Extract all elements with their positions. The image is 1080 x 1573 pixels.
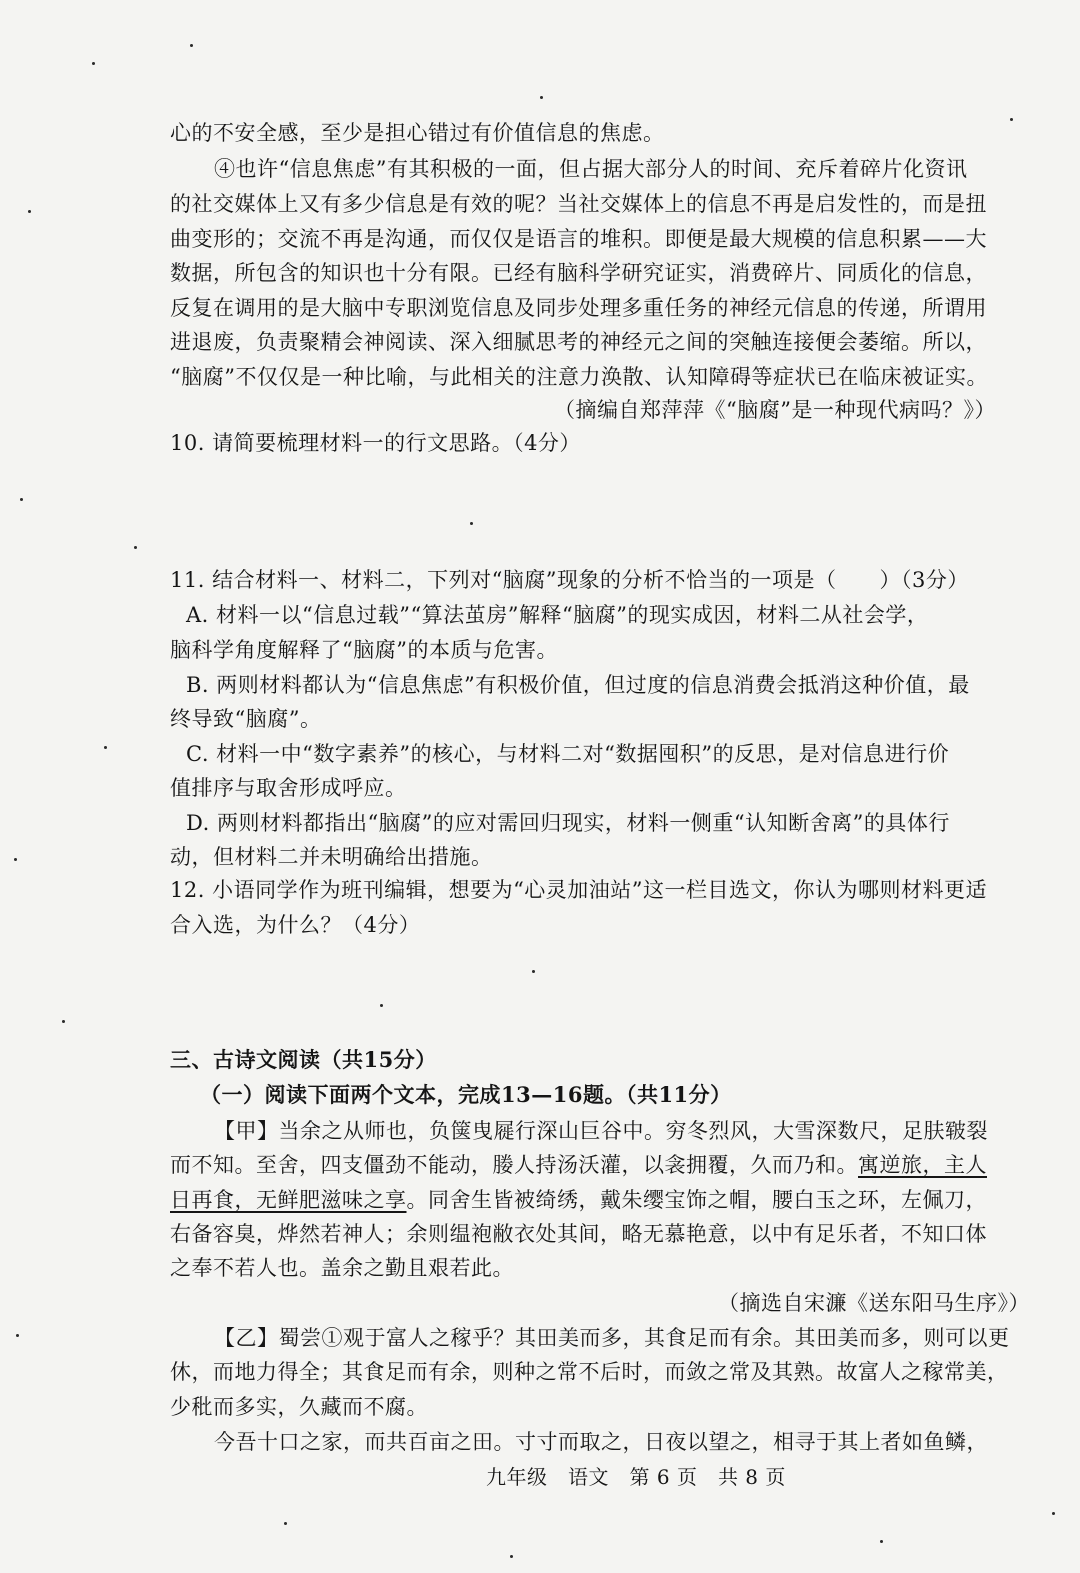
text-jia-plain: 。同舍生皆被绮绣，戴朱缨宝饰之帽，腰白玉之环，左佩刀， xyxy=(406,1188,987,1212)
scan-speck xyxy=(134,546,137,549)
text-jia-line: 右备容臭，烨然若神人；余则缊袍敝衣处其间，略无慕艳意，以中有足乐者，不知口体 xyxy=(170,1222,987,1246)
question-11-option-a-cont: 脑科学角度解释了“脑腐”的本质与危害。 xyxy=(170,638,558,662)
scan-speck xyxy=(1010,118,1013,121)
question-11-option-d: D. 两则材料都指出“脑腐”的应对需回归现实，材料一侧重“认知断舍离”的具体行 xyxy=(186,811,950,835)
scan-speck xyxy=(14,858,17,861)
question-12: 12. 小语同学作为班刊编辑，想要为“心灵加油站”这一栏目选文，你认为哪则材料更适 xyxy=(170,878,988,902)
question-11-option-b: B. 两则材料都认为“信息焦虑”有积极价值，但过度的信息消费会抵消这种价值，最 xyxy=(186,673,970,697)
scan-speck xyxy=(532,970,535,973)
question-11-option-a: A. 材料一以“信息过载”“算法茧房”解释“脑腐”的现实成因，材料二从社会学， xyxy=(186,603,929,627)
text-jia-line xyxy=(170,1185,987,1215)
question-11-option-b-cont: 终导致“脑腐”。 xyxy=(170,707,322,731)
section-three-title: 三、古诗文阅读（共15分） xyxy=(170,1047,437,1072)
text-jia-source: （摘选自宋濂《送东阳马生序》） xyxy=(718,1291,1030,1315)
scan-speck xyxy=(1052,1512,1055,1515)
text-yi-line: 少秕而多实，久藏而不腐。 xyxy=(170,1395,428,1419)
text-jia-line: 【甲】当余之从师也，负箧曳屣行深山巨谷中。穷冬烈风，大雪深数尺，足肤皲裂 xyxy=(214,1119,988,1143)
question-11-stem: 11. 结合材料一、材料二，下列对“脑腐”现象的分析不恰当的一项是（ ）（3分） xyxy=(170,568,969,592)
scan-speck xyxy=(190,44,193,47)
scan-speck xyxy=(104,746,107,749)
scan-speck xyxy=(62,1020,65,1023)
question-10: 10. 请简要梳理材料一的行文思路。（4分） xyxy=(170,431,581,455)
scan-speck xyxy=(380,1004,383,1007)
text-jia-line: 之奉不若人也。盖余之勤且艰若此。 xyxy=(170,1256,514,1280)
text-yi-line: 今吾十口之家，而共百亩之田。寸寸而取之，日夜以望之，相寻于其上者如鱼鳞， xyxy=(214,1430,988,1454)
text-yi-line: 【乙】蜀尝①观于富人之稼乎？其田美而多，其食足而有余。其田美而多，则可以更 xyxy=(214,1326,1010,1350)
material-two-source: （摘编自郑萍萍《“脑腐”是一种现代病吗？》） xyxy=(554,398,996,422)
question-12-cont: 合入选，为什么？（4分） xyxy=(170,913,421,937)
paragraph-4-line: “脑腐”不仅仅是一种比喻，与此相关的注意力涣散、认知障碍等症状已在临床被证实。 xyxy=(170,365,988,389)
text-jia-plain: 而不知。至舍，四支僵劲不能动，媵人持汤沃灌，以衾拥覆，久而乃和。 xyxy=(170,1153,858,1177)
scan-speck xyxy=(16,1334,19,1337)
text-jia-underlined: 寓逆旅，主人 xyxy=(858,1153,987,1177)
scan-speck xyxy=(28,210,31,213)
paragraph-4-line: 数据，所包含的知识也十分有限。已经有脑科学研究证实，消费碎片、同质化的信息， xyxy=(170,261,987,285)
paragraph-4-line: 的社交媒体上又有多少信息是有效的呢？当社交媒体上的信息不再是启发性的，而是扭 xyxy=(170,192,987,216)
paragraph-4-line: 进退废，负责聚精会神阅读、深入细腻思考的神经元之间的突触连接便会萎缩。所以， xyxy=(170,330,987,354)
scan-speck xyxy=(284,1522,287,1525)
scan-speck xyxy=(92,62,95,65)
paragraph-4-line: 曲变形的；交流不再是沟通，而仅仅是语言的堆积。即便是最大规模的信息积累——大 xyxy=(170,227,987,251)
scan-speck xyxy=(880,1540,883,1543)
scan-speck xyxy=(20,498,23,501)
scan-speck xyxy=(470,522,473,525)
question-11-option-c: C. 材料一中“数字素养”的核心，与材料二对“数据囤积”的反思，是对信息进行价 xyxy=(186,742,950,766)
scan-speck xyxy=(510,1555,513,1558)
text-yi-line: 休，而地力得全；其食足而有余，则种之常不后时，而敛之常及其熟。故富人之稼常美， xyxy=(170,1360,1009,1384)
page-footer: 九年级 语文 第 6 页 共 8 页 xyxy=(486,1465,786,1489)
section-three-part-one: （一）阅读下面两个文本，完成13—16题。（共11分） xyxy=(200,1082,732,1107)
material-two-line-1: 心的不安全感，至少是担心错过有价值信息的焦虑。 xyxy=(170,121,665,145)
text-jia-underlined: 日再食，无鲜肥滋味之享 xyxy=(170,1188,407,1212)
scan-speck xyxy=(540,96,543,99)
question-11-option-c-cont: 值排序与取舍形成呼应。 xyxy=(170,776,407,800)
paragraph-4-line: 反复在调用的是大脑中专职浏览信息及同步处理多重任务的神经元信息的传递，所谓用 xyxy=(170,296,987,320)
text-jia-line xyxy=(170,1150,987,1180)
question-11-option-d-cont: 动，但材料二并未明确给出措施。 xyxy=(170,845,493,869)
paragraph-4-line: ④也许“信息焦虑”有其积极的一面，但占据大部分人的时间、充斥着碎片化资讯 xyxy=(214,157,968,181)
